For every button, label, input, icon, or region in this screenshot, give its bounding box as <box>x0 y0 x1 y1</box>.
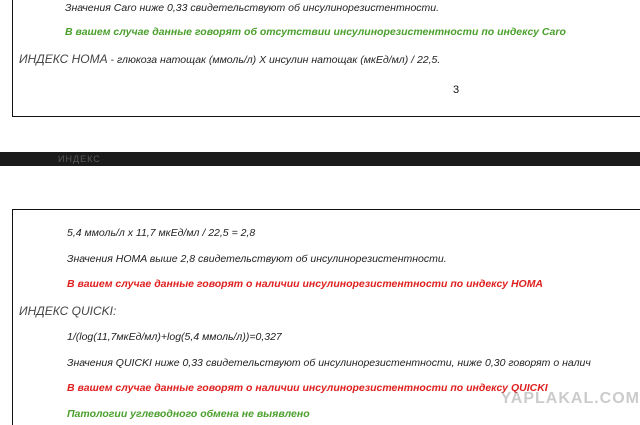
caro-verdict-text: В вашем случае данные говорят об отсутствии инсулинорезистентности по индексу Caro <box>65 26 566 38</box>
homa-heading: ИНДЕКС HOMA <box>19 52 108 66</box>
quicki-heading: ИНДЕКС QUICKI: <box>19 304 117 318</box>
conclusion-text: Патологии углеводного обмена не выявлено <box>67 408 310 420</box>
quicki-calculation: 1/(log(11,7мкЕд/мл)+log(5,4 ммоль/л))=0,327 <box>67 331 282 343</box>
site-watermark: YAPLAKAL.COM <box>500 390 640 407</box>
quicki-threshold-text: Значения QUICKI ниже 0,33 свидетельствуют об инсулинорезистентности, ниже 0,30 говорят о налич <box>67 357 591 369</box>
homa-verdict-text: В вашем случае данные говорят о наличии инсулинорезистентности по индексу HOMA <box>67 278 544 290</box>
homa-calculation: 5,4 ммоль/л х 11,7 мкЕд/мл / 22,5 = 2,8 <box>67 227 256 239</box>
document-page-top <box>12 0 640 117</box>
separator-label: ИНДЕКС <box>58 154 101 164</box>
page-separator-band <box>0 152 640 166</box>
homa-threshold-text: Значения HOMA выше 2,8 свидетельствуют об инсулинорезистентности. <box>67 253 447 265</box>
caro-threshold-text: Значения Caro ниже 0,33 свидетельствуют об инсулинорезистентности. <box>65 2 440 14</box>
homa-formula-text: - глюкоза натощак (ммоль/л) X инсулин натощак (мкЕд/мл) / 22,5. <box>107 54 441 66</box>
quicki-verdict-text: В вашем случае данные говорят о наличии инсулинорезистентности по индексу QUICKI <box>67 382 548 394</box>
homa-formula-line <box>19 52 440 66</box>
page-number: 3 <box>453 84 460 96</box>
